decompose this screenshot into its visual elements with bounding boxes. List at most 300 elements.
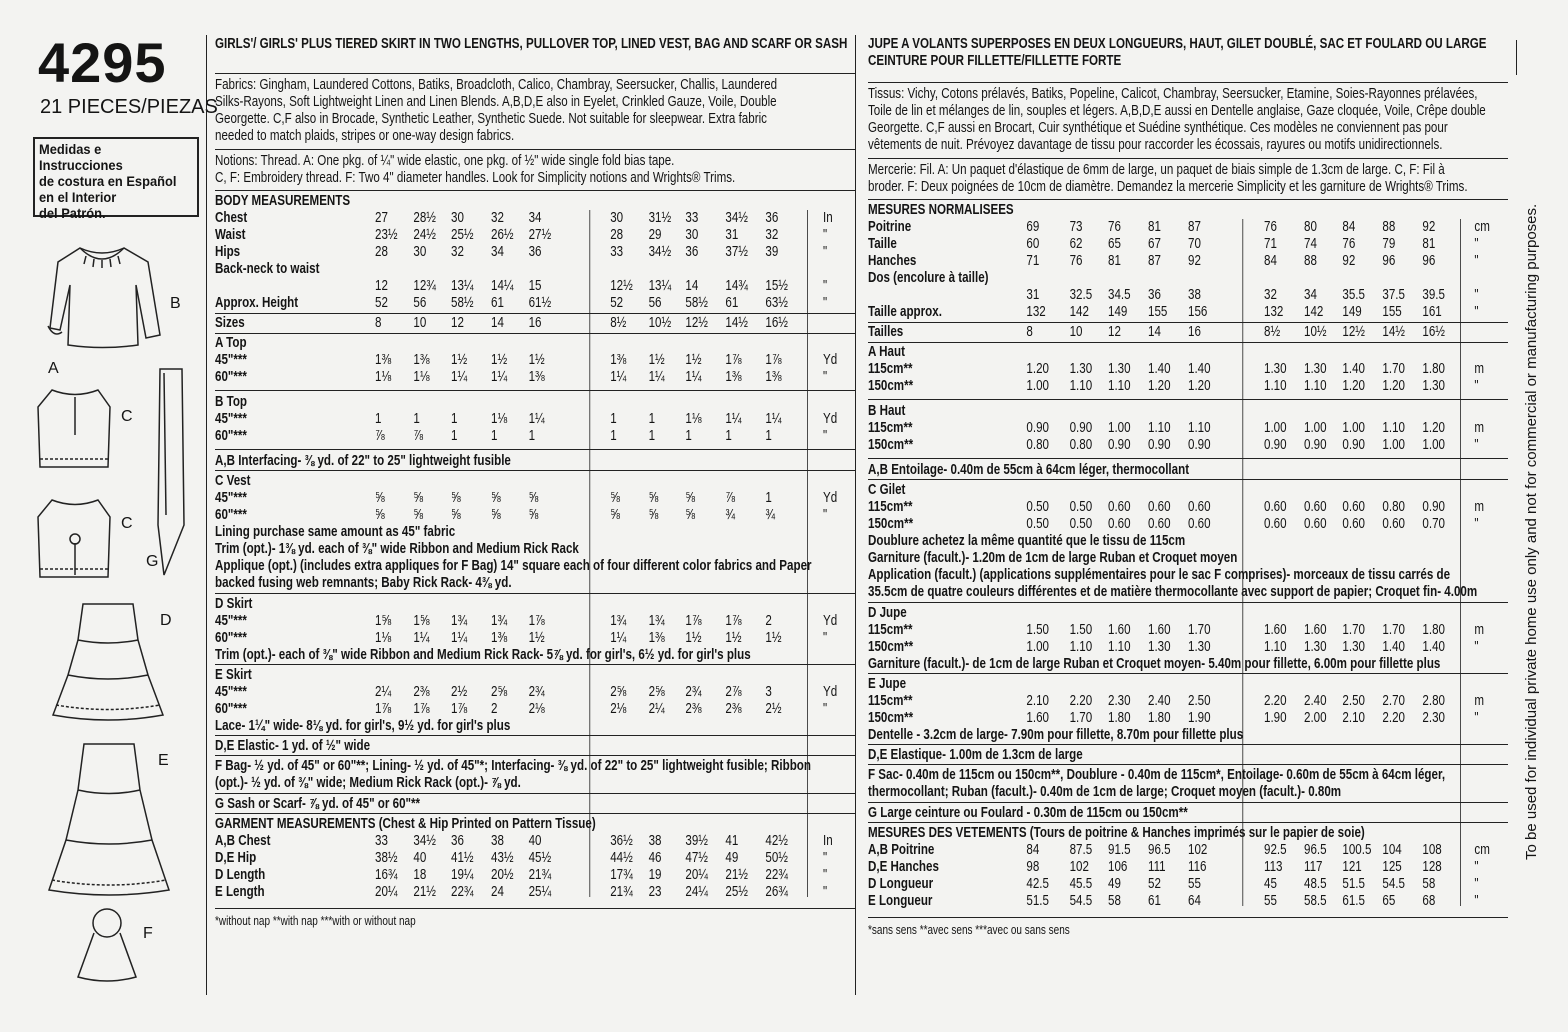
- table-cell: ⅝: [610, 507, 620, 523]
- table-cell: 13¼: [451, 278, 474, 294]
- table-cell: 0.90: [1026, 420, 1049, 436]
- table-cell: 0.60: [1108, 499, 1131, 515]
- table-cell: 22¾: [451, 884, 474, 900]
- table-cell: ": [1474, 287, 1479, 303]
- table-cell: 16: [528, 315, 542, 331]
- table-cell: ": [823, 278, 828, 294]
- table-cell: 1⅛: [491, 411, 508, 427]
- table-cell: 1.10: [1304, 378, 1327, 394]
- table-cell: 31: [725, 227, 739, 243]
- table-cell: 32: [765, 227, 779, 243]
- rule-line: [215, 449, 855, 450]
- table-cell: 117: [1304, 859, 1323, 875]
- table-cell: 17¾: [610, 867, 633, 883]
- table-cell: 10: [413, 315, 427, 331]
- table-cell: 96.5: [1148, 842, 1171, 858]
- table-cell: 45: [1264, 876, 1277, 892]
- table-cell: 58: [1108, 893, 1121, 909]
- table-cell: 49: [725, 850, 739, 866]
- view-label-a: A: [48, 360, 59, 377]
- table-cell: 0.80: [1382, 499, 1405, 515]
- table-cell: 15: [528, 278, 542, 294]
- table-cell: 96.5: [1304, 842, 1327, 858]
- table-cell: 1⅜: [491, 630, 508, 646]
- vest-note: Trim (opt.)- 1⅜ yd. each of ⅜" wide Ribbon and Medium Rick Rack: [215, 541, 579, 557]
- english-section: [215, 36, 855, 996]
- table-cell: In: [823, 833, 833, 849]
- table-cell: ": [823, 295, 828, 311]
- table-cell: 12: [1108, 324, 1121, 340]
- table-cell: 23: [648, 884, 662, 900]
- table-cell: ⅝: [375, 507, 385, 523]
- table-cell: 149: [1108, 304, 1128, 320]
- table-cell: 32: [491, 210, 504, 226]
- rule-line: [215, 470, 855, 471]
- divider: [206, 35, 207, 995]
- table-cell: 1⅝: [413, 613, 430, 629]
- table-cell: 1.00: [1304, 420, 1327, 436]
- divider: [1516, 40, 1517, 75]
- fabrics-line: Tissus: Vichy, Cotons prélavés, Batiks, Popeline, Calicot, Chambray, Seersucker, Etamine, Soies-Rayonnes prélavées,: [868, 86, 1478, 102]
- vest-note: Garniture (facult.)- 1.20m de 1cm de large Ruban et Croquet moyen: [868, 550, 1238, 566]
- table-cell: 34: [491, 244, 504, 260]
- table-cell: 26¾: [765, 884, 788, 900]
- row-label: 45"***: [215, 684, 247, 700]
- table-cell: 12: [375, 278, 388, 294]
- table-cell: 12¾: [413, 278, 436, 294]
- table-cell: Yd: [823, 613, 838, 629]
- table-cell: 1.30: [1188, 639, 1211, 655]
- table-cell: 161: [1422, 304, 1442, 320]
- fabrics-line: Fabrics: Gingham, Laundered Cottons, Batiks, Broadcloth, Calico, Chambray, Seersucker, Challis, Laundered: [215, 77, 778, 93]
- table-cell: 0.90: [1342, 437, 1365, 453]
- table-cell: 58: [1422, 876, 1436, 892]
- bag-note: thermocollant; Ruban (facult.)- 0.40m de 1cm de large; Croquet moyen (facult.)- 0.80m: [868, 784, 1342, 800]
- rule-line: [215, 73, 855, 74]
- table-cell: ⅞: [375, 428, 385, 444]
- row-label: D,E Hanches: [868, 859, 939, 875]
- table-cell: 14½: [725, 315, 748, 331]
- table-cell: 26½: [491, 227, 514, 243]
- lace-note: Dentelle - 3.2cm de large- 7.90m pour fillette, 8.70m pour fillette plus: [868, 727, 1244, 743]
- table-cell: 50½: [765, 850, 788, 866]
- table-cell: 45½: [528, 850, 552, 866]
- table-cell: 156: [1188, 304, 1208, 320]
- vest-note: Applique (opt.) (includes extra appliques for F Bag) 14" square each of four different color fabrics and Paper: [215, 558, 812, 574]
- table-cell: ¾: [765, 507, 776, 523]
- table-cell: 14: [685, 278, 699, 294]
- table-cell: 0.60: [1264, 516, 1287, 532]
- table-cell: 1.60: [1148, 622, 1171, 638]
- table-cell: 0.90: [1069, 420, 1093, 436]
- table-cell: 1: [528, 428, 536, 444]
- table-cell: 1: [451, 428, 458, 444]
- table-cell: 21½: [413, 884, 436, 900]
- table-cell: ⅝: [528, 507, 539, 523]
- table-cell: 0.90: [1304, 437, 1327, 453]
- table-cell: 51.5: [1026, 893, 1049, 909]
- vest-note: 35.5cm de quatre couleurs différentes et de matière thermocollante avec support de papier; Croquet fin- 4.00m: [868, 584, 1478, 600]
- table-cell: 14: [491, 315, 504, 331]
- bag-note: F Sac- 0.40m de 115cm ou 150cm**, Doublure - 0.40m de 115cm*, Entoilage- 0.60m de 55cm à 64cm léger,: [868, 767, 1446, 783]
- table-cell: 1.10: [1069, 639, 1093, 655]
- table-cell: ": [823, 507, 828, 523]
- table-cell: 0.50: [1026, 516, 1049, 532]
- row-label: C Vest: [215, 473, 251, 489]
- table-cell: 12½: [610, 278, 633, 294]
- view-label-d: D: [160, 612, 172, 629]
- row-label: D,E Hip: [215, 850, 257, 866]
- table-cell: 12½: [1342, 324, 1365, 340]
- table-cell: 61: [1148, 893, 1161, 909]
- table-cell: 1.90: [1188, 710, 1211, 726]
- table-cell: 27: [375, 210, 388, 226]
- table-cell: 71: [1026, 253, 1040, 269]
- table-cell: 36½: [610, 833, 633, 849]
- table-cell: 48.5: [1304, 876, 1327, 892]
- vest-front-illustration: [30, 385, 120, 475]
- rule-line: [868, 82, 1508, 83]
- section-title: GIRLS'/ GIRLS' PLUS TIERED SKIRT IN TWO LENGTHS, PULLOVER TOP, LINED VEST, BAG AND SCARF OR SASH: [215, 36, 848, 52]
- table-cell: 2.80: [1422, 693, 1445, 709]
- table-cell: ": [1474, 304, 1479, 320]
- rule-line: [215, 390, 855, 391]
- table-cell: 1: [765, 490, 772, 506]
- table-cell: 0.60: [1188, 516, 1211, 532]
- table-cell: 30: [413, 244, 427, 260]
- table-cell: 1.60: [1264, 622, 1287, 638]
- table-cell: ": [1474, 516, 1479, 532]
- table-cell: 32: [451, 244, 464, 260]
- table-cell: 106: [1108, 859, 1128, 875]
- table-cell: 1½: [685, 630, 702, 646]
- table-cell: 0.60: [1342, 516, 1365, 532]
- table-cell: 1.70: [1188, 622, 1211, 638]
- table-cell: 20½: [491, 867, 514, 883]
- row-label: Approx. Height: [215, 295, 299, 311]
- table-cell: ⅞: [725, 490, 736, 506]
- skirt-trim-note: Garniture (facult.)- de 1cm de large Ruban et Croquet moyen- 5.40m pour fillette, 6.00m pour fillette plus: [868, 656, 1441, 672]
- table-cell: ": [823, 244, 828, 260]
- table-cell: 1⅞: [725, 613, 742, 629]
- table-cell: 1.30: [1264, 361, 1287, 377]
- fabrics-line: Georgette. C,F also in Brocade, Synthetic Leather, Synthetic Suede. Not suitable for sleepwear. Extra fabric: [215, 111, 767, 127]
- table-cell: 29: [648, 227, 662, 243]
- table-cell: Yd: [823, 411, 838, 427]
- table-cell: 1.30: [1304, 361, 1327, 377]
- rule-line: [215, 313, 855, 314]
- table-cell: 87.5: [1069, 842, 1093, 858]
- table-cell: 1.20: [1382, 378, 1405, 394]
- table-cell: ⅝: [451, 490, 461, 506]
- table-cell: 1½: [528, 630, 545, 646]
- table-cell: 1.70: [1069, 710, 1093, 726]
- table-cell: 38½: [375, 850, 398, 866]
- table-cell: 32: [1264, 287, 1277, 303]
- table-cell: 1⅞: [375, 701, 392, 717]
- table-cell: ": [1474, 236, 1479, 252]
- table-cell: 88: [1382, 219, 1396, 235]
- table-cell: ": [823, 369, 828, 385]
- table-cell: 0.50: [1069, 499, 1093, 515]
- row-label: 45"***: [215, 352, 247, 368]
- table-cell: 2¼: [648, 701, 665, 717]
- table-cell: 20¼: [685, 867, 708, 883]
- table-cell: 1⅞: [765, 352, 782, 368]
- table-cell: 1: [375, 411, 382, 427]
- table-cell: 0.60: [1148, 516, 1171, 532]
- table-cell: 8½: [1264, 324, 1281, 340]
- rule-line: [215, 333, 855, 334]
- table-cell: 24½: [413, 227, 436, 243]
- table-cell: 34: [1304, 287, 1317, 303]
- table-cell: 61: [491, 295, 504, 311]
- table-cell: 1.70: [1382, 622, 1405, 638]
- table-cell: 1.30: [1304, 639, 1327, 655]
- rule-line: [215, 908, 855, 909]
- row-label: 150cm**: [868, 710, 914, 726]
- table-cell: 28: [375, 244, 388, 260]
- table-cell: 1.10: [1108, 639, 1131, 655]
- table-cell: 2⅜: [413, 684, 430, 700]
- row-label: Back-neck to waist: [215, 261, 320, 277]
- row-label: Chest: [215, 210, 248, 226]
- table-cell: 1.50: [1069, 622, 1093, 638]
- table-cell: 1½: [491, 352, 508, 368]
- table-cell: 76: [1108, 219, 1121, 235]
- row-label: 45"***: [215, 411, 247, 427]
- table-cell: 1¼: [610, 369, 627, 385]
- table-cell: 1.30: [1342, 639, 1365, 655]
- table-cell: 28½: [413, 210, 436, 226]
- table-cell: m: [1474, 420, 1485, 436]
- table-cell: 36: [765, 210, 779, 226]
- table-cell: 1.10: [1188, 420, 1211, 436]
- table-cell: 1¾: [610, 613, 627, 629]
- table-cell: 31½: [648, 210, 672, 226]
- rule-line: [215, 755, 855, 756]
- table-cell: 1⅜: [765, 369, 782, 385]
- table-cell: 0.80: [1069, 437, 1093, 453]
- lace-note: Lace- 1¼" wide- 8⅛ yd. for girl's, 9½ yd. for girl's plus: [215, 718, 511, 734]
- skirt-trim-note: Trim (opt.)- each of ⅜" wide Ribbon and Medium Rick Rack- 5⅞ yd. for girl's, 6½ yd. for girl's plus: [215, 647, 751, 663]
- table-cell: 92.5: [1264, 842, 1287, 858]
- table-cell: 0.60: [1148, 499, 1171, 515]
- interfacing-note: A,B Interfacing- ⅜ yd. of 22" to 25" lightweight fusible: [215, 453, 511, 469]
- table-cell: ": [1474, 437, 1479, 453]
- table-cell: 1: [451, 411, 458, 427]
- table-cell: 91.5: [1108, 842, 1131, 858]
- table-cell: 1⅜: [610, 352, 627, 368]
- table-cell: 2⅛: [610, 701, 627, 717]
- table-cell: 0.60: [1108, 516, 1131, 532]
- table-cell: 34½: [648, 244, 672, 260]
- table-cell: 47½: [685, 850, 708, 866]
- table-cell: 1.20: [1342, 378, 1365, 394]
- table-cell: ": [1474, 710, 1479, 726]
- row-label: E Skirt: [215, 667, 252, 683]
- table-cell: 65: [1382, 893, 1396, 909]
- row-label: Waist: [215, 227, 246, 243]
- table-cell: 25½: [451, 227, 474, 243]
- section-title: JUPE A VOLANTS SUPERPOSES EN DEUX LONGUEURS, HAUT, GILET DOUBLÉ, SAC ET FOULARD OU LARGE: [868, 36, 1487, 52]
- table-cell: 1: [765, 428, 772, 444]
- table-cell: 0.90: [1148, 437, 1171, 453]
- table-cell: 81: [1108, 253, 1121, 269]
- table-cell: 113: [1264, 859, 1283, 875]
- table-cell: 1.00: [1026, 639, 1049, 655]
- table-cell: 102: [1188, 842, 1208, 858]
- table-cell: 1.60: [1108, 622, 1131, 638]
- table-cell: 1.30: [1108, 361, 1131, 377]
- row-label: E Jupe: [868, 676, 907, 692]
- table-cell: 61½: [528, 295, 552, 311]
- usage-notice: To be used for individual private home use only and not for commercial or manufacturing purposes.: [1523, 203, 1540, 860]
- table-cell: 2.20: [1069, 693, 1093, 709]
- table-cell: 1.00: [1026, 378, 1049, 394]
- table-cell: 33: [375, 833, 388, 849]
- row-label: A,B Chest: [215, 833, 271, 849]
- table-cell: 2: [765, 613, 772, 629]
- table-cell: 64: [1188, 893, 1201, 909]
- table-cell: ⅝: [413, 490, 424, 506]
- table-cell: 12½: [685, 315, 708, 331]
- table-cell: 142: [1304, 304, 1324, 320]
- table-cell: 1¼: [528, 411, 545, 427]
- table-cell: 1: [610, 411, 617, 427]
- table-cell: 62: [1069, 236, 1083, 252]
- table-cell: 1.20: [1026, 361, 1049, 377]
- body-measurements-title: BODY MEASUREMENTS: [215, 193, 351, 209]
- pieces-count: 21 PIECES/PIEZAS: [40, 96, 218, 118]
- notions-line: Mercerie: Fil. A: Un paquet d'élastique de 6mm de large, un paquet de biais simple de 1.3cm de large. C, F: Fil à: [868, 162, 1445, 178]
- table-cell: 128: [1422, 859, 1442, 875]
- footnote: *without nap **with nap ***with or without nap: [215, 914, 416, 928]
- vest-note: Application (facult.) (applications supplémentaires pour le sac F comprises)- morceaux de tissu carrés de: [868, 567, 1451, 583]
- table-cell: 22¾: [765, 867, 788, 883]
- fabrics-line: vêtements de nuit. Prévoyez davantage de tissu pour raccorder les écossais, rayures ou motifs unidirectionnels.: [868, 137, 1443, 153]
- table-cell: 2.10: [1026, 693, 1049, 709]
- table-cell: 2.50: [1342, 693, 1365, 709]
- table-cell: 30: [451, 210, 464, 226]
- table-cell: 2: [491, 701, 498, 717]
- table-cell: ": [1474, 893, 1479, 909]
- table-cell: 76: [1264, 219, 1277, 235]
- table-cell: 1¼: [451, 369, 468, 385]
- table-cell: 0.60: [1304, 499, 1327, 515]
- table-cell: 1: [648, 428, 656, 444]
- table-cell: 0.50: [1026, 499, 1049, 515]
- rule-line: [868, 673, 1508, 674]
- rule-line: [868, 822, 1508, 823]
- table-cell: 44½: [610, 850, 633, 866]
- table-cell: 1.80: [1422, 361, 1445, 377]
- table-cell: 1⅜: [528, 369, 545, 385]
- table-cell: 1.90: [1264, 710, 1287, 726]
- table-cell: 1: [648, 411, 656, 427]
- table-cell: 2.40: [1148, 693, 1171, 709]
- row-label: 150cm**: [868, 516, 914, 532]
- long-skirt-illustration: [44, 740, 174, 900]
- table-cell: 15½: [765, 278, 788, 294]
- table-cell: 0.60: [1264, 499, 1287, 515]
- table-cell: 1.70: [1342, 622, 1365, 638]
- rule-line: [868, 744, 1508, 745]
- body-measurements-title: MESURES NORMALISEES: [868, 202, 1014, 218]
- notions-line: Notions: Thread. A: One pkg. of ¼" wide elastic, one pkg. of ½" wide single fold bias tape.: [215, 153, 675, 169]
- table-cell: ": [1474, 253, 1479, 269]
- row-label: 115cm**: [868, 622, 913, 638]
- row-label: 150cm**: [868, 378, 914, 394]
- table-cell: 2.10: [1342, 710, 1365, 726]
- table-cell: ": [823, 850, 828, 866]
- table-cell: 36: [451, 833, 464, 849]
- table-cell: 70: [1188, 236, 1201, 252]
- table-cell: 19: [648, 867, 662, 883]
- table-cell: 21¾: [528, 867, 552, 883]
- table-cell: 2.30: [1422, 710, 1445, 726]
- table-cell: 56: [413, 295, 427, 311]
- row-label: C Gilet: [868, 482, 906, 498]
- row-label: Tailles: [868, 324, 904, 340]
- table-cell: 1⅞: [451, 701, 468, 717]
- table-cell: 142: [1069, 304, 1089, 320]
- table-cell: 96: [1422, 253, 1436, 269]
- table-cell: ⅝: [491, 507, 501, 523]
- table-cell: 25½: [725, 884, 748, 900]
- table-cell: m: [1474, 361, 1485, 377]
- table-cell: ⅞: [413, 428, 424, 444]
- table-cell: 1.30: [1148, 639, 1171, 655]
- rule-line: [215, 813, 855, 814]
- table-cell: 1.10: [1264, 378, 1287, 394]
- rule-line: [589, 210, 590, 897]
- table-cell: ": [1474, 876, 1479, 892]
- table-cell: 0.70: [1422, 516, 1445, 532]
- row-label: 60"***: [215, 428, 247, 444]
- spanish-line: en el Interior: [39, 189, 117, 205]
- short-skirt-illustration: [48, 600, 168, 725]
- table-cell: 84: [1026, 842, 1040, 858]
- table-cell: 1⅛: [685, 411, 702, 427]
- table-cell: 80: [1304, 219, 1317, 235]
- table-cell: 1¼: [685, 369, 702, 385]
- row-label: Hips: [215, 244, 241, 260]
- rule-line: [1460, 219, 1461, 906]
- table-cell: 96: [1382, 253, 1396, 269]
- table-cell: 84: [1264, 253, 1277, 269]
- table-cell: 0.90: [1264, 437, 1287, 453]
- table-cell: 88: [1304, 253, 1317, 269]
- table-cell: 104: [1382, 842, 1402, 858]
- table-cell: 51.5: [1342, 876, 1365, 892]
- table-cell: 0.60: [1304, 516, 1327, 532]
- table-cell: 1.50: [1026, 622, 1049, 638]
- table-cell: 45.5: [1069, 876, 1093, 892]
- table-cell: 28: [610, 227, 624, 243]
- table-cell: 2.70: [1382, 693, 1405, 709]
- table-cell: 1½: [765, 630, 782, 646]
- table-cell: 1.30: [1422, 378, 1445, 394]
- table-cell: 1: [725, 428, 732, 444]
- table-cell: 1¾: [491, 613, 508, 629]
- table-cell: 39½: [685, 833, 708, 849]
- vest-note: Doublure achetez la même quantité que le tissu de 115cm: [868, 533, 1186, 549]
- table-cell: ⅝: [610, 490, 620, 506]
- table-cell: 1⅜: [725, 369, 742, 385]
- table-cell: 2¾: [685, 684, 702, 700]
- table-cell: 61.5: [1342, 893, 1365, 909]
